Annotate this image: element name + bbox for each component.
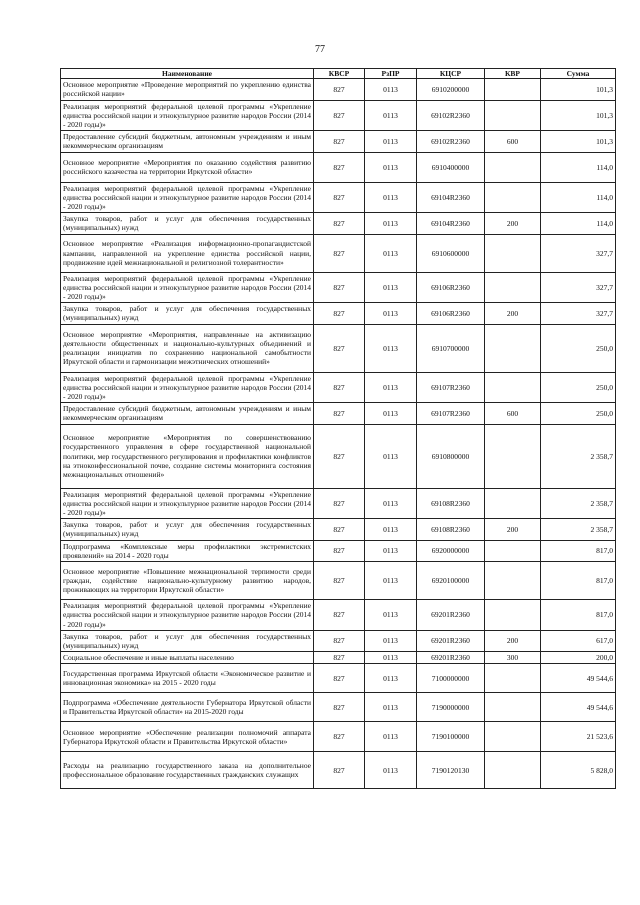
row-sum-cell: 250,0 xyxy=(541,403,616,424)
row-kcsr-cell: 69201R2360 xyxy=(417,600,485,631)
row-rzpr-cell: 0113 xyxy=(365,693,417,722)
budget-table xyxy=(60,68,616,789)
row-sum-cell: 2 358,7 xyxy=(541,488,616,519)
row-name-cell: Закупка товаров, работ и услуг для обеспечения государственных (муниципальных) нужд xyxy=(61,213,314,234)
row-kcsr-cell: 69201R2360 xyxy=(417,630,485,651)
row-kvsr-cell: 827 xyxy=(314,272,365,303)
row-kvsr-cell: 827 xyxy=(314,324,365,372)
table-row xyxy=(61,213,616,234)
row-rzpr-cell: 0113 xyxy=(365,722,417,752)
row-rzpr-cell: 0113 xyxy=(365,519,417,540)
row-kvr-cell: 200 xyxy=(485,519,541,540)
row-sum-cell: 101,3 xyxy=(541,100,616,131)
table-body xyxy=(61,79,616,789)
row-kvr-cell xyxy=(485,600,541,631)
row-kvr-cell xyxy=(485,79,541,100)
row-sum-cell: 250,0 xyxy=(541,372,616,403)
row-rzpr-cell: 0113 xyxy=(365,562,417,600)
row-kvr-cell: 200 xyxy=(485,213,541,234)
row-name-cell: Расходы на реализацию государственного заказа на дополнительное профессиональное образование государственных гражданских служащих xyxy=(61,752,314,789)
table-row xyxy=(61,540,616,561)
row-rzpr-cell: 0113 xyxy=(365,424,417,488)
row-kvr-cell xyxy=(485,488,541,519)
row-name-cell: Основное мероприятие «Проведение мероприятий по укреплению единства российской нации» xyxy=(61,79,314,100)
row-kvsr-cell: 827 xyxy=(314,100,365,131)
row-name-cell: Реализация мероприятий федеральной целевой программы «Укрепление единства российской нации и этнокультурное развитие народов России (2014 - 2020 годы)» xyxy=(61,600,314,631)
header-kcsr: КЦСР xyxy=(417,69,485,79)
row-kvr-cell xyxy=(485,562,541,600)
row-kvsr-cell: 827 xyxy=(314,152,365,182)
row-kcsr-cell: 6910800000 xyxy=(417,424,485,488)
row-kvsr-cell: 827 xyxy=(314,722,365,752)
row-kvsr-cell: 827 xyxy=(314,600,365,631)
row-rzpr-cell: 0113 xyxy=(365,100,417,131)
row-kvsr-cell: 827 xyxy=(314,303,365,324)
row-name-cell: Закупка товаров, работ и услуг для обеспечения государственных (муниципальных) нужд xyxy=(61,519,314,540)
table-row xyxy=(61,372,616,403)
row-kcsr-cell: 69106R2360 xyxy=(417,272,485,303)
row-kvsr-cell: 827 xyxy=(314,664,365,693)
row-kcsr-cell: 6910600000 xyxy=(417,234,485,272)
row-rzpr-cell: 0113 xyxy=(365,152,417,182)
row-kcsr-cell: 69104R2360 xyxy=(417,213,485,234)
row-kvr-cell xyxy=(485,152,541,182)
table-row xyxy=(61,234,616,272)
row-kcsr-cell: 69107R2360 xyxy=(417,403,485,424)
row-sum-cell: 200,0 xyxy=(541,652,616,664)
table-row xyxy=(61,324,616,372)
row-rzpr-cell: 0113 xyxy=(365,324,417,372)
row-kcsr-cell: 7190100000 xyxy=(417,722,485,752)
row-kvsr-cell: 827 xyxy=(314,234,365,272)
header-kvsr: КВСР xyxy=(314,69,365,79)
row-sum-cell: 49 544,6 xyxy=(541,664,616,693)
table-row xyxy=(61,182,616,213)
row-name-cell: Реализация мероприятий федеральной целевой программы «Укрепление единства российской нации и этнокультурное развитие народов России (2014 - 2020 годы)» xyxy=(61,272,314,303)
row-sum-cell: 617,0 xyxy=(541,630,616,651)
table-row xyxy=(61,488,616,519)
row-rzpr-cell: 0113 xyxy=(365,272,417,303)
row-kvr-cell xyxy=(485,324,541,372)
header-kvr: КВР xyxy=(485,69,541,79)
row-rzpr-cell: 0113 xyxy=(365,303,417,324)
row-rzpr-cell: 0113 xyxy=(365,630,417,651)
row-name-cell: Реализация мероприятий федеральной целевой программы «Укрепление единства российской нации и этнокультурное развитие народов России (2014 - 2020 годы)» xyxy=(61,372,314,403)
row-kvr-cell xyxy=(485,182,541,213)
row-kvr-cell: 300 xyxy=(485,652,541,664)
row-sum-cell: 2 358,7 xyxy=(541,424,616,488)
row-sum-cell: 101,3 xyxy=(541,79,616,100)
row-sum-cell: 817,0 xyxy=(541,600,616,631)
row-kcsr-cell: 7190000000 xyxy=(417,693,485,722)
table-row xyxy=(61,79,616,100)
row-kcsr-cell: 69102R2360 xyxy=(417,131,485,152)
row-kcsr-cell: 69107R2360 xyxy=(417,372,485,403)
row-kvsr-cell: 827 xyxy=(314,562,365,600)
row-kcsr-cell: 7100000000 xyxy=(417,664,485,693)
row-kvsr-cell: 827 xyxy=(314,693,365,722)
table-row xyxy=(61,152,616,182)
row-kcsr-cell: 69102R2360 xyxy=(417,100,485,131)
row-name-cell: Основное мероприятие «Мероприятия по оказанию содействия развитию российского казачества на территории Иркутской области» xyxy=(61,152,314,182)
row-rzpr-cell: 0113 xyxy=(365,488,417,519)
table-row xyxy=(61,664,616,693)
row-name-cell: Предоставление субсидий бюджетным, автономным учреждениям и иным некоммерческим организациям xyxy=(61,403,314,424)
row-kvr-cell: 600 xyxy=(485,131,541,152)
row-sum-cell: 327,7 xyxy=(541,234,616,272)
table-row xyxy=(61,100,616,131)
row-kvsr-cell: 827 xyxy=(314,519,365,540)
table-row xyxy=(61,752,616,789)
row-kvsr-cell: 827 xyxy=(314,131,365,152)
table-row xyxy=(61,303,616,324)
row-kvr-cell xyxy=(485,234,541,272)
table-row xyxy=(61,693,616,722)
row-kvsr-cell: 827 xyxy=(314,540,365,561)
row-kvr-cell xyxy=(485,752,541,789)
row-name-cell: Государственная программа Иркутской области «Экономическое развитие и инновационная экономика» на 2015 - 2020 годы xyxy=(61,664,314,693)
table-row xyxy=(61,519,616,540)
row-sum-cell: 5 828,0 xyxy=(541,752,616,789)
row-rzpr-cell: 0113 xyxy=(365,600,417,631)
row-rzpr-cell: 0113 xyxy=(365,131,417,152)
row-sum-cell: 114,0 xyxy=(541,182,616,213)
header-rzpr: РзПР xyxy=(365,69,417,79)
row-kvr-cell xyxy=(485,100,541,131)
row-kvr-cell xyxy=(485,272,541,303)
row-sum-cell: 327,7 xyxy=(541,272,616,303)
row-name-cell: Подпрограмма «Комплексные меры профилактики экстремистских проявлений» на 2014 - 2020 годы xyxy=(61,540,314,561)
row-rzpr-cell: 0113 xyxy=(365,372,417,403)
row-kvr-cell: 600 xyxy=(485,403,541,424)
row-kcsr-cell: 6910200000 xyxy=(417,79,485,100)
row-name-cell: Основное мероприятие «Обеспечение реализации полномочий аппарата Губернатора Иркутской области и Правительства Иркутской области» xyxy=(61,722,314,752)
row-kvsr-cell: 827 xyxy=(314,488,365,519)
header-sum: Сумма xyxy=(541,69,616,79)
row-kvr-cell xyxy=(485,722,541,752)
row-rzpr-cell: 0113 xyxy=(365,752,417,789)
row-name-cell: Социальное обеспечение и иные выплаты населению xyxy=(61,652,314,664)
row-sum-cell: 250,0 xyxy=(541,324,616,372)
row-rzpr-cell: 0113 xyxy=(365,664,417,693)
row-name-cell: Закупка товаров, работ и услуг для обеспечения государственных (муниципальных) нужд xyxy=(61,303,314,324)
table-row xyxy=(61,630,616,651)
table-row xyxy=(61,600,616,631)
row-sum-cell: 114,0 xyxy=(541,152,616,182)
row-sum-cell: 114,0 xyxy=(541,213,616,234)
row-kcsr-cell: 6910700000 xyxy=(417,324,485,372)
table-row xyxy=(61,131,616,152)
row-kvsr-cell: 827 xyxy=(314,372,365,403)
row-kcsr-cell: 69108R2360 xyxy=(417,519,485,540)
row-sum-cell: 101,3 xyxy=(541,131,616,152)
row-kvsr-cell: 827 xyxy=(314,630,365,651)
row-rzpr-cell: 0113 xyxy=(365,540,417,561)
row-name-cell: Основное мероприятие «Реализация информационно-пропагандистской кампании, направленной на укрепление единства российской нации, продвижение идей межнациональной и религиозной толерантности» xyxy=(61,234,314,272)
row-sum-cell: 327,7 xyxy=(541,303,616,324)
row-name-cell: Реализация мероприятий федеральной целевой программы «Укрепление единства российской нации и этнокультурное развитие народов России (2014 - 2020 годы)» xyxy=(61,100,314,131)
row-kcsr-cell: 69104R2360 xyxy=(417,182,485,213)
row-name-cell: Основное мероприятие «Мероприятия, направленные на активизацию деятельности общественных и национально-культурных объединений и реализации инициатив по сохранению национальной самобытности Иркутской области и гармонизации межэтнических отношений» xyxy=(61,324,314,372)
row-name-cell: Предоставление субсидий бюджетным, автономным учреждениям и иным некоммерческим организациям xyxy=(61,131,314,152)
row-kvsr-cell: 827 xyxy=(314,403,365,424)
table-row xyxy=(61,424,616,488)
row-rzpr-cell: 0113 xyxy=(365,403,417,424)
row-name-cell: Подпрограмма «Обеспечение деятельности Губернатора Иркутской области и Правительства Иркутской области» на 2015-2020 годы xyxy=(61,693,314,722)
row-kvr-cell xyxy=(485,424,541,488)
row-kcsr-cell: 69201R2360 xyxy=(417,652,485,664)
row-kvr-cell: 200 xyxy=(485,303,541,324)
row-sum-cell: 817,0 xyxy=(541,562,616,600)
row-kvsr-cell: 827 xyxy=(314,652,365,664)
row-name-cell: Закупка товаров, работ и услуг для обеспечения государственных (муниципальных) нужд xyxy=(61,630,314,651)
row-kcsr-cell: 69108R2360 xyxy=(417,488,485,519)
row-kvsr-cell: 827 xyxy=(314,213,365,234)
row-kcsr-cell: 7190120130 xyxy=(417,752,485,789)
table-row xyxy=(61,722,616,752)
row-name-cell: Реализация мероприятий федеральной целевой программы «Укрепление единства российской нации и этнокультурное развитие народов России (2014 - 2020 годы)» xyxy=(61,182,314,213)
table-row xyxy=(61,562,616,600)
row-rzpr-cell: 0113 xyxy=(365,234,417,272)
row-name-cell: Реализация мероприятий федеральной целевой программы «Укрепление единства российской нации и этнокультурное развитие народов России (2014 - 2020 годы)» xyxy=(61,488,314,519)
row-kvr-cell xyxy=(485,372,541,403)
header-name: Наименование xyxy=(61,69,314,79)
row-sum-cell: 49 544,6 xyxy=(541,693,616,722)
row-rzpr-cell: 0113 xyxy=(365,79,417,100)
row-name-cell: Основное мероприятие «Мероприятия по совершенствованию государственного управления в сфере государственной национальной политики, мер государственного регулирования и профилактики конфликтов на этноконфессиональной почве, создание системы мониторинга состояния межнациональных отношений» xyxy=(61,424,314,488)
row-name-cell: Основное мероприятие «Повышение межнациональной терпимости среди граждан, содействие национально-культурному развитию народов, проживающих на территории Иркутской области» xyxy=(61,562,314,600)
row-kcsr-cell: 6920000000 xyxy=(417,540,485,561)
table-header xyxy=(61,69,616,79)
row-sum-cell: 2 358,7 xyxy=(541,519,616,540)
table-row xyxy=(61,272,616,303)
row-kvsr-cell: 827 xyxy=(314,424,365,488)
row-kvsr-cell: 827 xyxy=(314,79,365,100)
row-sum-cell: 817,0 xyxy=(541,540,616,561)
page-number: 77 xyxy=(315,44,325,55)
row-kvr-cell xyxy=(485,664,541,693)
row-kvsr-cell: 827 xyxy=(314,182,365,213)
header-row xyxy=(61,69,616,79)
table-row xyxy=(61,652,616,664)
row-kcsr-cell: 69106R2360 xyxy=(417,303,485,324)
row-kvr-cell xyxy=(485,693,541,722)
row-kcsr-cell: 6920100000 xyxy=(417,562,485,600)
row-rzpr-cell: 0113 xyxy=(365,182,417,213)
row-sum-cell: 21 523,6 xyxy=(541,722,616,752)
row-rzpr-cell: 0113 xyxy=(365,652,417,664)
row-kcsr-cell: 6910400000 xyxy=(417,152,485,182)
row-kvr-cell: 200 xyxy=(485,630,541,651)
table-row xyxy=(61,403,616,424)
row-kvsr-cell: 827 xyxy=(314,752,365,789)
row-rzpr-cell: 0113 xyxy=(365,213,417,234)
row-kvr-cell xyxy=(485,540,541,561)
